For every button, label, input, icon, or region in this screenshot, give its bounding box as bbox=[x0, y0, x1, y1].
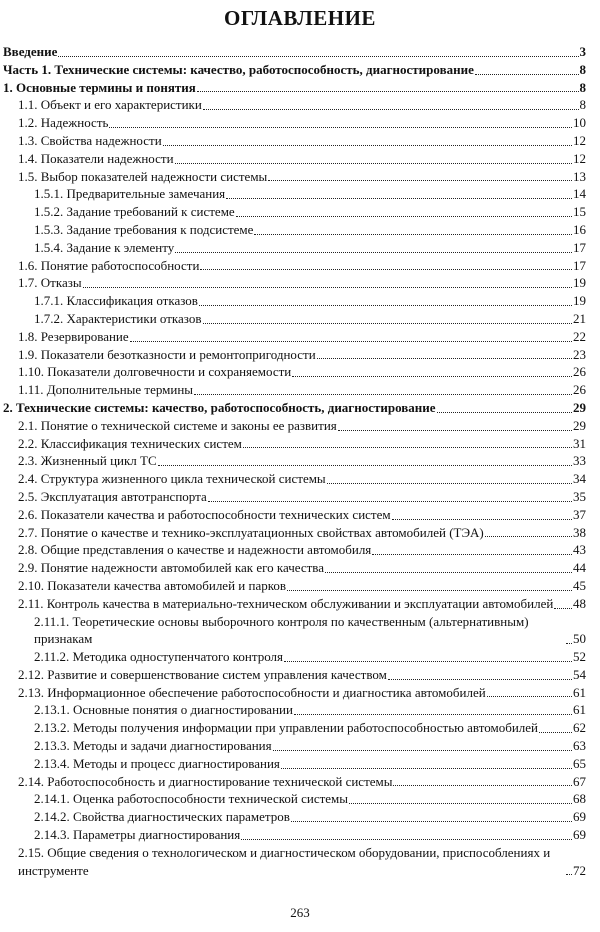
dot-leader bbox=[281, 768, 572, 769]
toc-entry-title: 1.7.1. Классификация отказов bbox=[34, 293, 198, 309]
toc-entry-page: 38 bbox=[573, 524, 586, 540]
dot-leader bbox=[175, 252, 572, 253]
toc-entry-page: 13 bbox=[573, 168, 586, 184]
dot-leader bbox=[566, 643, 572, 644]
toc-entry bbox=[3, 417, 586, 435]
dot-leader bbox=[236, 216, 572, 217]
toc-entry-page: 35 bbox=[573, 488, 586, 504]
toc-entry-title: 2.15. Общие сведения о технологическом и диагностическом оборудовании, приспособлениях и инструменте bbox=[18, 844, 551, 878]
toc-entry-title: 1.10. Показатели долговечности и сохраняемости bbox=[18, 364, 292, 380]
toc-entry bbox=[3, 132, 586, 150]
dot-leader bbox=[566, 874, 572, 875]
dot-leader bbox=[388, 679, 572, 680]
toc-entry bbox=[3, 346, 586, 364]
dot-leader bbox=[194, 394, 572, 395]
toc-entry-title: 2.11.2. Методика одноступенчатого контроля bbox=[34, 649, 283, 665]
toc-entry-page: 61 bbox=[573, 684, 586, 700]
dot-leader bbox=[487, 696, 572, 697]
toc-entry-title: 1.4. Показатели надежности bbox=[18, 150, 174, 166]
toc-entry-title: 2.3. Жизненный цикл ТС bbox=[18, 453, 157, 469]
toc-entry-title: 1. Основные термины и понятия bbox=[3, 79, 196, 95]
toc-entry bbox=[3, 61, 586, 79]
toc-entry-title: 2.5. Эксплуатация автотранспорта bbox=[18, 488, 207, 504]
toc-entry-page: 69 bbox=[573, 809, 586, 825]
dot-leader bbox=[197, 91, 579, 92]
dot-leader bbox=[109, 127, 572, 128]
toc-entry bbox=[3, 506, 586, 524]
toc-entry bbox=[3, 613, 586, 649]
dot-leader bbox=[393, 785, 572, 786]
toc-entry-page: 45 bbox=[573, 577, 586, 593]
toc-entry-title: 2.14.1. Оценка работоспособности технической системы bbox=[34, 791, 348, 807]
dot-leader bbox=[243, 447, 572, 448]
toc-entry bbox=[3, 363, 586, 381]
toc-entry-page: 65 bbox=[573, 755, 586, 771]
toc-entry-page: 69 bbox=[573, 827, 586, 843]
toc-entry-title: 2. Технические системы: качество, работоспособность, диагностирование bbox=[3, 399, 436, 415]
toc-entry-title: 2.13.4. Методы и процесс диагностирования bbox=[34, 755, 280, 771]
toc-entry-page: 61 bbox=[573, 702, 586, 718]
toc-entry-title: 2.1. Понятие о технической системе и законы ее развития bbox=[18, 417, 337, 433]
toc-entry bbox=[3, 684, 586, 702]
toc-entry-title: 2.10. Показатели качества автомобилей и парков bbox=[18, 577, 287, 593]
toc-entry-page: 15 bbox=[573, 204, 586, 220]
toc-entry-title: 2.13.1. Основные понятия о диагностировании bbox=[34, 702, 293, 718]
toc-entry bbox=[3, 488, 586, 506]
toc-entry-page: 19 bbox=[573, 275, 586, 291]
toc-entry-page: 48 bbox=[573, 595, 586, 611]
toc-entry-title: 2.4. Структура жизненного цикла технической системы bbox=[18, 471, 326, 487]
dot-leader bbox=[203, 109, 579, 110]
toc-entry-page: 29 bbox=[573, 417, 586, 433]
toc-entry-page: 68 bbox=[573, 791, 586, 807]
toc-entry-title: 1.11. Дополнительные термины bbox=[18, 382, 194, 398]
toc-entry-page: 12 bbox=[573, 132, 586, 148]
toc-entry-page: 44 bbox=[573, 560, 586, 576]
dot-leader bbox=[200, 269, 572, 270]
toc-entry-title: 1.1. Объект и его характеристики bbox=[18, 97, 202, 113]
toc-entry-title: 2.6. Показатели качества и работоспособности технических систем bbox=[18, 506, 391, 522]
toc-entry-title: 1.9. Показатели безотказности и ремонтопригодности bbox=[18, 346, 316, 362]
dot-leader bbox=[437, 412, 572, 413]
toc-entry-page: 10 bbox=[573, 115, 586, 131]
dot-leader bbox=[294, 714, 572, 715]
toc-entry bbox=[3, 719, 586, 737]
toc-entry-page: 16 bbox=[573, 221, 586, 237]
toc-entry-page: 12 bbox=[573, 150, 586, 166]
toc-entry-title: 2.11. Контроль качества в материально-техническом обслуживании и эксплуатации автомобилей bbox=[18, 595, 554, 611]
toc-entry-page: 19 bbox=[573, 293, 586, 309]
toc-entry-page: 37 bbox=[573, 506, 586, 522]
toc-entry-title: 1.5. Выбор показателей надежности системы bbox=[18, 168, 268, 184]
dot-leader bbox=[175, 163, 572, 164]
toc-entry-title: 1.3. Свойства надежности bbox=[18, 132, 162, 148]
toc-entry bbox=[3, 239, 586, 257]
dot-leader bbox=[203, 323, 572, 324]
toc-entry bbox=[3, 185, 586, 203]
toc-entry-page: 8 bbox=[579, 61, 586, 77]
dot-leader bbox=[349, 803, 572, 804]
toc-entry bbox=[3, 541, 586, 559]
dot-leader bbox=[58, 56, 578, 57]
dot-leader bbox=[292, 376, 572, 377]
dot-leader bbox=[392, 519, 572, 520]
dot-leader bbox=[241, 839, 572, 840]
toc-entry bbox=[3, 524, 586, 542]
toc-entry bbox=[3, 452, 586, 470]
toc-entry-title: Введение bbox=[3, 44, 58, 59]
dot-leader bbox=[130, 341, 572, 342]
toc-entry bbox=[3, 203, 586, 221]
toc-entry-page: 72 bbox=[573, 862, 586, 878]
toc-entry-title: 2.2. Классификация технических систем bbox=[18, 435, 242, 451]
toc-entry bbox=[3, 79, 586, 97]
toc-entry-page: 8 bbox=[579, 97, 586, 113]
toc-entry bbox=[3, 114, 586, 132]
toc-entry-title: 2.13. Информационное обеспечение работоспособности и диагностика автомобилей bbox=[18, 684, 486, 700]
page-number: 263 bbox=[290, 905, 310, 920]
dot-leader bbox=[372, 554, 572, 555]
toc-entry-page: 54 bbox=[573, 666, 586, 682]
toc-entry bbox=[3, 790, 586, 808]
dot-leader bbox=[554, 608, 572, 609]
dot-leader bbox=[475, 74, 579, 75]
toc-entry-title: 2.14.2. Свойства диагностических параметров bbox=[34, 809, 290, 825]
toc-entry bbox=[3, 773, 586, 791]
toc-entry bbox=[3, 755, 586, 773]
toc-entry bbox=[3, 648, 586, 666]
toc-entry-title: 2.9. Понятие надежности автомобилей как его качества bbox=[18, 560, 325, 576]
toc-entry-page: 29 bbox=[573, 399, 586, 415]
dot-leader bbox=[208, 501, 572, 502]
toc-entry-title: 1.7. Отказы bbox=[18, 275, 82, 291]
toc-entry-title: Часть 1. Технические системы: качество, работоспособность, диагностирование bbox=[3, 61, 474, 77]
toc-entry-title: 1.5.4. Задание к элементу bbox=[34, 239, 175, 255]
toc-entry-page: 3 bbox=[579, 44, 586, 59]
toc-entry-title: 1.7.2. Характеристики отказов bbox=[34, 310, 202, 326]
dot-leader bbox=[539, 732, 572, 733]
dot-leader bbox=[338, 430, 572, 431]
dot-leader bbox=[317, 358, 572, 359]
dot-leader bbox=[284, 661, 572, 662]
toc-entry-title: 1.5.1. Предварительные замечания bbox=[34, 186, 226, 202]
toc-entry-title: 1.6. Понятие работоспособности bbox=[18, 257, 200, 273]
toc-entry-title: 2.14. Работоспособность и диагностирование технической системы bbox=[18, 773, 393, 789]
dot-leader bbox=[158, 465, 572, 466]
toc-entry bbox=[3, 826, 586, 844]
toc-entry bbox=[3, 221, 586, 239]
toc-entry bbox=[3, 399, 586, 417]
toc-entry-title: 2.12. Развитие и совершенствование систем управления качеством bbox=[18, 666, 387, 682]
toc-entry bbox=[3, 168, 586, 186]
toc-entry bbox=[3, 470, 586, 488]
toc-entry-page: 21 bbox=[573, 310, 586, 326]
toc-entry-page: 34 bbox=[573, 471, 586, 487]
toc-entry bbox=[3, 257, 586, 275]
toc-entry-page: 8 bbox=[579, 79, 586, 95]
toc-entry bbox=[3, 292, 586, 310]
toc-entry-title: 2.8. Общие представления о качестве и надежности автомобиля bbox=[18, 542, 372, 558]
dot-leader bbox=[226, 198, 572, 199]
toc-entry-page: 26 bbox=[573, 364, 586, 380]
page-title: ОГЛАВЛЕНИЕ bbox=[224, 6, 376, 30]
toc-entry-page: 22 bbox=[573, 328, 586, 344]
toc-entry-title: 2.13.2. Методы получения информации при управлении работоспособностью автомобилей bbox=[34, 720, 538, 736]
toc-entry-page: 43 bbox=[573, 542, 586, 558]
dot-leader bbox=[254, 234, 572, 235]
toc-entry-title: 2.11.1. Теоретические основы выборочного контроля по качественным (альтернативным) признакам bbox=[34, 613, 529, 647]
toc-entry bbox=[3, 808, 586, 826]
toc-entry bbox=[3, 43, 586, 61]
toc-entry-title: 1.2. Надежность bbox=[18, 115, 109, 131]
toc-entry-title: 1.8. Резервирование bbox=[18, 328, 129, 344]
toc-entry bbox=[3, 328, 586, 346]
toc-entry bbox=[3, 381, 586, 399]
toc-entry-page: 17 bbox=[573, 257, 586, 273]
toc-entry-title: 2.13.3. Методы и задачи диагностирования bbox=[34, 738, 272, 754]
toc-entry-page: 50 bbox=[573, 631, 586, 647]
toc-entry bbox=[3, 595, 586, 613]
toc-entry bbox=[3, 844, 586, 880]
toc-entry bbox=[3, 435, 586, 453]
toc-entry-page: 17 bbox=[573, 239, 586, 255]
dot-leader bbox=[83, 287, 572, 288]
toc-entry-page: 26 bbox=[573, 382, 586, 398]
toc-entry bbox=[3, 701, 586, 719]
toc-entry bbox=[3, 96, 586, 114]
toc-entry-page: 33 bbox=[573, 453, 586, 469]
toc-entry bbox=[3, 737, 586, 755]
dot-leader bbox=[327, 483, 572, 484]
dot-leader bbox=[485, 536, 572, 537]
toc-entry-page: 14 bbox=[573, 186, 586, 202]
toc-entry-title: 2.7. Понятие о качестве и технико-эксплуатационных свойствах автомобилей (ТЭА) bbox=[18, 524, 484, 540]
toc-entry bbox=[3, 150, 586, 168]
toc-entry-page: 23 bbox=[573, 346, 586, 362]
dot-leader bbox=[163, 145, 572, 146]
toc-entry-page: 52 bbox=[573, 649, 586, 665]
toc-entry-title: 2.14.3. Параметры диагностирования bbox=[34, 827, 241, 843]
toc-entry bbox=[3, 666, 586, 684]
table-of-contents bbox=[3, 43, 586, 879]
toc-entry-page: 63 bbox=[573, 738, 586, 754]
toc-entry bbox=[3, 577, 586, 595]
dot-leader bbox=[287, 590, 572, 591]
dot-leader bbox=[199, 305, 572, 306]
toc-entry-page: 62 bbox=[573, 720, 586, 736]
dot-leader bbox=[325, 572, 572, 573]
dot-leader bbox=[273, 750, 572, 751]
dot-leader bbox=[291, 821, 572, 822]
toc-entry bbox=[3, 559, 586, 577]
toc-entry-title: 1.5.2. Задание требований к системе bbox=[34, 204, 235, 220]
dot-leader bbox=[268, 180, 572, 181]
toc-entry-page: 67 bbox=[573, 773, 586, 789]
toc-entry-page: 31 bbox=[573, 435, 586, 451]
toc-entry bbox=[3, 274, 586, 292]
toc-entry-title: 1.5.3. Задание требования к подсистеме bbox=[34, 221, 254, 237]
toc-entry bbox=[3, 310, 586, 328]
